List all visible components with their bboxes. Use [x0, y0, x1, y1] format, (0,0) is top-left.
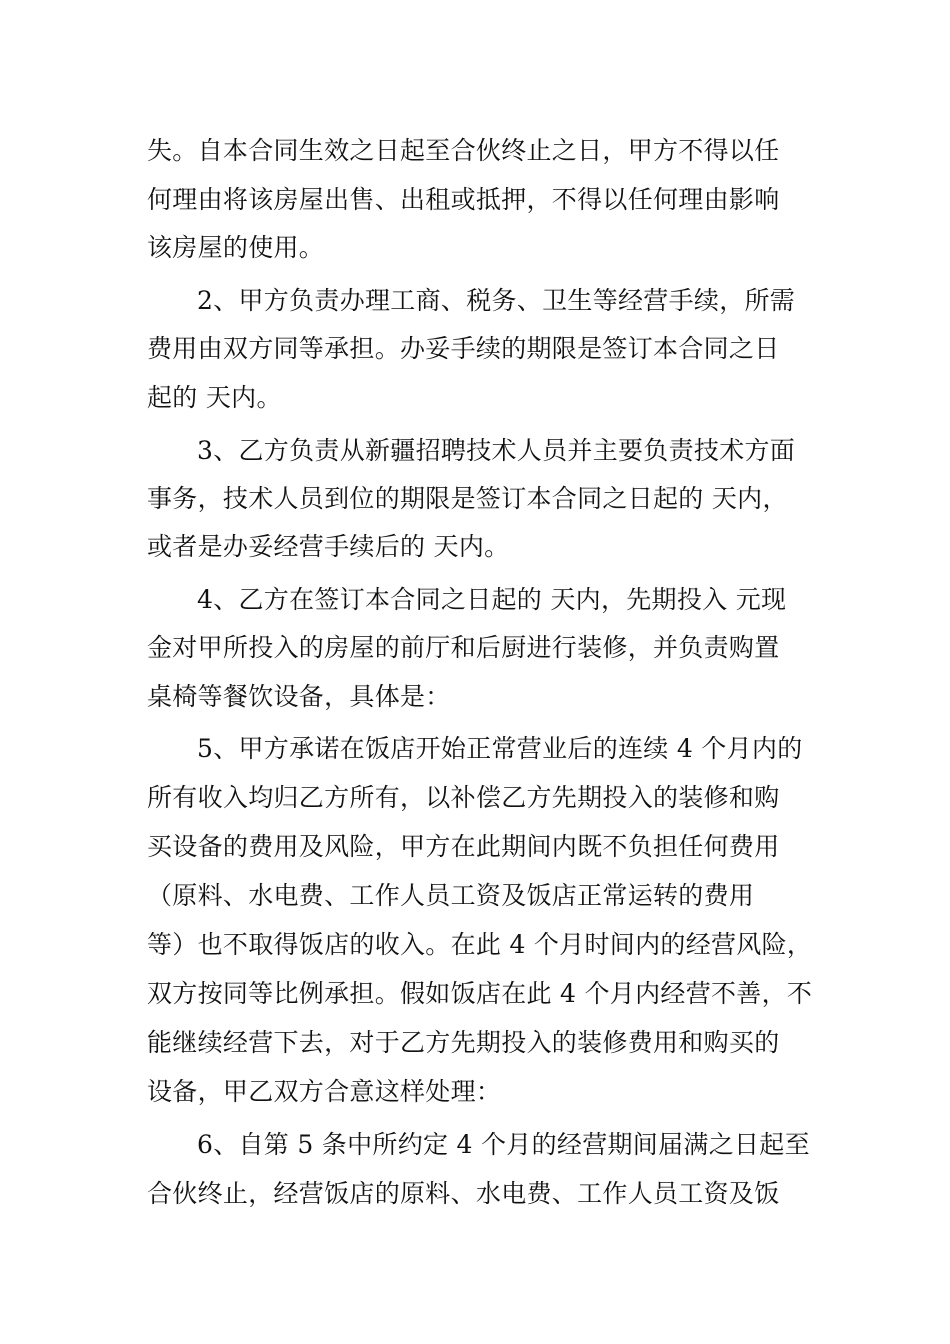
text-line: （原料、水电费、工作人员工资及饭店正常运转的费用 [147, 881, 755, 910]
text-line: 起的 天内。 [147, 383, 282, 412]
clause-5-line: 5、甲方承诺在饭店开始正常营业后的连续 4 个月内的 [197, 734, 803, 763]
text-line: 金对甲所投入的房屋的前厅和后厨进行装修，并负责购置 [147, 633, 780, 662]
text-line: 何理由将该房屋出售、出租或抵押，不得以任何理由影响 [147, 185, 780, 214]
text-line: 所有收入均归乙方所有，以补偿乙方先期投入的装修和购 [147, 783, 780, 812]
text-line: 能继续经营下去，对于乙方先期投入的装修费用和购买的 [147, 1028, 780, 1057]
text-line: 费用由双方同等承担。办妥手续的期限是签订本合同之日 [147, 334, 780, 363]
text-line: 该房屋的使用。 [147, 233, 325, 262]
text-line: 合伙终止，经营饭店的原料、水电费、工作人员工资及饭 [147, 1179, 780, 1208]
text-line: 买设备的费用及风险，甲方在此期间内既不负担任何费用 [147, 832, 780, 861]
text-line: 等）也不取得饭店的收入。在此 4 个月时间内的经营风险， [147, 930, 813, 959]
text-line: 失。自本合同生效之日起至合伙终止之日，甲方不得以任 [147, 136, 780, 165]
clause-4-line: 4、乙方在签订本合同之日起的 天内，先期投入 元现 [197, 585, 787, 614]
text-line: 设备，甲乙双方合意这样处理： [147, 1077, 502, 1106]
clause-6-line: 6、自第 5 条中所约定 4 个月的经营期间届满之日起至 [197, 1130, 810, 1159]
text-line: 事务，技术人员到位的期限是签订本合同之日起的 天内， [147, 484, 788, 513]
text-line: 桌椅等餐饮设备，具体是： [147, 682, 451, 711]
clause-3-line: 3、乙方负责从新疆招聘技术人员并主要负责技术方面 [197, 436, 796, 465]
text-line: 双方按同等比例承担。假如饭店在此 4 个月内经营不善，不 [147, 979, 813, 1008]
text-line: 或者是办妥经营手续后的 天内。 [147, 532, 510, 561]
clause-2-line: 2、甲方负责办理工商、税务、卫生等经营手续，所需 [197, 286, 796, 315]
